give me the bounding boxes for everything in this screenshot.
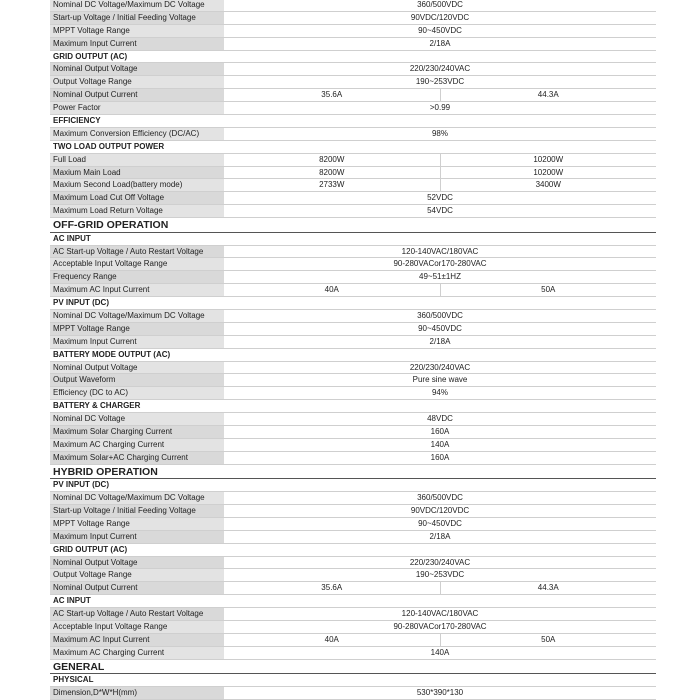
spec-values — [224, 115, 656, 127]
spec-label: Frequency Range — [50, 271, 224, 283]
spec-row — [50, 310, 656, 323]
subsection-header — [50, 349, 656, 362]
spec-row — [50, 387, 656, 400]
spec-values — [224, 179, 656, 191]
spec-value: 54VDC — [427, 206, 453, 216]
spec-label: Output Voltage Range — [50, 569, 224, 581]
spec-value: 190~253VDC — [415, 77, 465, 87]
spec-row — [50, 608, 656, 621]
spec-row — [50, 167, 656, 180]
spec-values — [224, 89, 656, 101]
spec-label: Maxium Main Load — [50, 167, 224, 179]
spec-values — [224, 608, 656, 620]
spec-value: 90~450VDC — [418, 25, 462, 35]
spec-value: 2/18A — [429, 336, 451, 346]
spec-table — [50, 0, 656, 700]
subsection-header — [50, 674, 656, 687]
spec-values — [224, 323, 656, 335]
spec-values — [224, 452, 656, 464]
spec-values — [224, 271, 656, 283]
spec-label: Maximum AC Input Current — [50, 634, 224, 646]
spec-label: AC Start-up Voltage / Auto Restart Voltage — [50, 246, 224, 258]
spec-value: 35.6A — [321, 90, 343, 100]
spec-values — [224, 518, 656, 530]
spec-row — [50, 179, 656, 192]
spec-row — [50, 128, 656, 141]
spec-label: Maximum Load Return Voltage — [50, 205, 224, 217]
section-title: PV INPUT (DC) — [53, 480, 109, 490]
subsection-header — [50, 51, 656, 64]
spec-label: MPPT Voltage Range — [50, 323, 224, 335]
spec-row — [50, 621, 656, 634]
spec-row — [50, 374, 656, 387]
spec-label: Maximum Solar+AC Charging Current — [50, 452, 224, 464]
spec-values — [224, 310, 656, 322]
spec-value: 160A — [430, 427, 450, 436]
spec-row — [50, 76, 656, 89]
spec-value: 360/500VDC — [417, 493, 463, 503]
spec-values — [224, 349, 656, 361]
subsection-header — [50, 479, 656, 492]
spec-label: Maximum AC Input Current — [50, 284, 224, 296]
spec-values — [224, 246, 656, 258]
spec-values — [350, 465, 656, 479]
spec-label: Nominal Output Voltage — [50, 557, 224, 569]
spec-row — [50, 413, 656, 426]
spec-values — [224, 0, 656, 11]
spec-row — [50, 154, 656, 167]
spec-label: Maxium Second Load(battery mode) — [50, 179, 224, 191]
spec-values — [224, 141, 656, 153]
spec-values — [224, 400, 656, 412]
section-title: HYBRID OPERATION — [53, 465, 158, 478]
spec-values — [224, 102, 656, 114]
spec-value: 90-280VACor170-280VAC — [393, 259, 487, 269]
spec-value: 160A — [430, 452, 450, 462]
spec-values — [224, 63, 656, 75]
spec-value: 50A — [440, 284, 657, 296]
spec-values — [224, 297, 656, 309]
spec-values — [224, 634, 656, 646]
spec-row — [50, 271, 656, 284]
spec-value: 190~253VDC — [415, 570, 465, 580]
spec-values — [224, 544, 656, 556]
section-title: PHYSICAL — [53, 675, 94, 685]
spec-values — [224, 25, 656, 37]
spec-row — [50, 246, 656, 259]
spec-value: 120-140VAC/180VAC — [401, 246, 479, 256]
spec-row — [50, 531, 656, 544]
spec-row — [50, 284, 656, 297]
section-title: OFF-GRID OPERATION — [53, 219, 169, 232]
spec-value: 10200W — [440, 154, 657, 166]
spec-value: 360/500VDC — [417, 310, 463, 320]
spec-row — [50, 63, 656, 76]
spec-value: 44.3A — [440, 582, 657, 594]
spec-value: 35.6A — [321, 583, 343, 593]
spec-label: Efficiency (DC to AC) — [50, 387, 224, 399]
subsection-header — [50, 400, 656, 413]
spec-value: 90~450VDC — [418, 323, 462, 333]
spec-label: Maximum Input Current — [50, 336, 224, 348]
spec-row — [50, 647, 656, 660]
subsection-header — [50, 141, 656, 154]
spec-row — [50, 505, 656, 518]
spec-value: 3400W — [440, 179, 657, 191]
spec-values — [224, 154, 656, 166]
spec-label: Maximum Solar Charging Current — [50, 426, 224, 438]
spec-value: 40A — [324, 634, 339, 644]
section-title: AC INPUT — [53, 233, 91, 243]
spec-value: 52VDC — [427, 193, 453, 203]
spec-row — [50, 25, 656, 38]
spec-values — [224, 51, 656, 63]
spec-label: Output Waveform — [50, 374, 224, 386]
spec-values — [350, 660, 656, 674]
spec-values — [224, 687, 656, 699]
spec-value: 8200W — [319, 167, 345, 177]
spec-values — [224, 284, 656, 296]
spec-label: Maximum AC Charging Current — [50, 439, 224, 451]
subsection-header — [50, 297, 656, 310]
section-title: TWO LOAD OUTPUT POWER — [53, 141, 165, 151]
spec-label: Maximum Input Current — [50, 531, 224, 543]
spec-label: Maximum Conversion Efficiency (DC/AC) — [50, 128, 224, 140]
spec-row — [50, 634, 656, 647]
spec-values — [224, 387, 656, 399]
spec-values — [224, 233, 656, 245]
spec-value: 140A — [430, 647, 450, 657]
spec-row — [50, 102, 656, 115]
spec-values — [224, 258, 656, 270]
spec-values — [224, 569, 656, 581]
spec-label: Nominal Output Current — [50, 582, 224, 594]
spec-value: 98% — [431, 128, 448, 138]
spec-values — [224, 647, 656, 659]
spec-values — [224, 128, 656, 140]
spec-label: Maximum Load Cut Off Voltage — [50, 192, 224, 204]
spec-value: 44.3A — [440, 89, 657, 101]
spec-value: 8200W — [319, 154, 345, 164]
spec-values — [224, 492, 656, 504]
section-header — [50, 218, 656, 233]
spec-values — [224, 505, 656, 517]
spec-value: 90~450VDC — [418, 518, 462, 528]
spec-row — [50, 452, 656, 465]
spec-values — [224, 479, 656, 491]
spec-label: Nominal DC Voltage — [50, 413, 224, 425]
spec-row — [50, 323, 656, 336]
section-title: GENERAL — [53, 660, 105, 673]
spec-label: Power Factor — [50, 102, 224, 114]
spec-row — [50, 89, 656, 102]
section-title: EFFICIENCY — [53, 116, 101, 126]
spec-label: Nominal DC Voltage/Maximum DC Voltage — [50, 0, 224, 11]
spec-value: 94% — [431, 388, 448, 398]
spec-value: 2/18A — [429, 38, 451, 48]
spec-values — [224, 76, 656, 88]
spec-row — [50, 258, 656, 271]
subsection-header — [50, 544, 656, 557]
spec-label: Maximum AC Charging Current — [50, 647, 224, 659]
spec-value: 48VDC — [427, 414, 453, 424]
spec-label: AC Start-up Voltage / Auto Restart Voltage — [50, 608, 224, 620]
section-title: BATTERY & CHARGER — [53, 401, 141, 411]
spec-values — [350, 218, 656, 232]
spec-values — [224, 192, 656, 204]
spec-row — [50, 492, 656, 505]
spec-values — [224, 205, 656, 217]
spec-row — [50, 336, 656, 349]
spec-label: Acceptable Input Voltage Range — [50, 258, 224, 270]
spec-row — [50, 426, 656, 439]
spec-value: >0.99 — [429, 103, 451, 113]
spec-label: Nominal Output Voltage — [50, 362, 224, 374]
spec-value: 530*390*130 — [416, 688, 464, 698]
spec-row — [50, 582, 656, 595]
spec-value: 90-280VACor170-280VAC — [393, 621, 487, 631]
subsection-header — [50, 595, 656, 608]
spec-label: Nominal Output Voltage — [50, 63, 224, 75]
section-title: GRID OUTPUT (AC) — [53, 544, 128, 554]
spec-value: 2/18A — [429, 531, 451, 541]
spec-values — [224, 582, 656, 594]
spec-values — [224, 595, 656, 607]
spec-row — [50, 38, 656, 51]
spec-label: Output Voltage Range — [50, 76, 224, 88]
spec-values — [224, 439, 656, 451]
subsection-header — [50, 115, 656, 128]
spec-value: 90VDC/120VDC — [410, 12, 470, 22]
spec-row — [50, 518, 656, 531]
spec-row — [50, 205, 656, 218]
spec-values — [224, 336, 656, 348]
spec-label: Nominal DC Voltage/Maximum DC Voltage — [50, 492, 224, 504]
spec-values — [224, 531, 656, 543]
spec-value: 220/230/240VAC — [409, 64, 471, 74]
spec-values — [224, 12, 656, 24]
spec-row — [50, 569, 656, 582]
spec-value: 140A — [430, 439, 450, 449]
spec-value: Pure sine wave — [412, 375, 468, 385]
spec-label: Start-up Voltage / Initial Feeding Voltage — [50, 12, 224, 24]
spec-row — [50, 439, 656, 452]
spec-label: Dimension,D*W*H(mm) — [50, 687, 224, 699]
spec-value: 220/230/240VAC — [409, 557, 471, 567]
spec-values — [224, 674, 656, 686]
section-title: PV INPUT (DC) — [53, 298, 109, 308]
spec-row — [50, 0, 656, 12]
spec-values — [224, 374, 656, 386]
spec-row — [50, 557, 656, 570]
spec-label: Nominal Output Current — [50, 89, 224, 101]
spec-value: 120-140VAC/180VAC — [401, 609, 479, 619]
spec-label: MPPT Voltage Range — [50, 25, 224, 37]
section-title: BATTERY MODE OUTPUT (AC) — [53, 349, 171, 359]
section-title: GRID OUTPUT (AC) — [53, 51, 128, 61]
spec-value: 10200W — [440, 167, 657, 179]
spec-row — [50, 12, 656, 25]
spec-values — [224, 38, 656, 50]
spec-row — [50, 687, 656, 700]
spec-values — [224, 426, 656, 438]
spec-label: Start-up Voltage / Initial Feeding Voltage — [50, 505, 224, 517]
spec-label: MPPT Voltage Range — [50, 518, 224, 530]
spec-value: 220/230/240VAC — [409, 362, 471, 372]
spec-values — [224, 413, 656, 425]
spec-value: 90VDC/120VDC — [410, 505, 470, 515]
spec-label: Maximum Input Current — [50, 38, 224, 50]
spec-values — [224, 557, 656, 569]
spec-value: 2733W — [319, 180, 345, 190]
spec-label: Nominal DC Voltage/Maximum DC Voltage — [50, 310, 224, 322]
section-header — [50, 465, 656, 480]
spec-value: 360/500VDC — [417, 0, 463, 9]
spec-label: Acceptable Input Voltage Range — [50, 621, 224, 633]
spec-value: 40A — [324, 285, 339, 295]
subsection-header — [50, 233, 656, 246]
section-header — [50, 660, 656, 675]
spec-row — [50, 362, 656, 375]
spec-value: 49~51±1HZ — [419, 272, 461, 282]
spec-values — [224, 621, 656, 633]
section-title: AC INPUT — [53, 596, 91, 606]
spec-values — [224, 167, 656, 179]
spec-label: Full Load — [50, 154, 224, 166]
spec-row — [50, 192, 656, 205]
spec-values — [224, 362, 656, 374]
spec-value: 50A — [440, 634, 657, 646]
